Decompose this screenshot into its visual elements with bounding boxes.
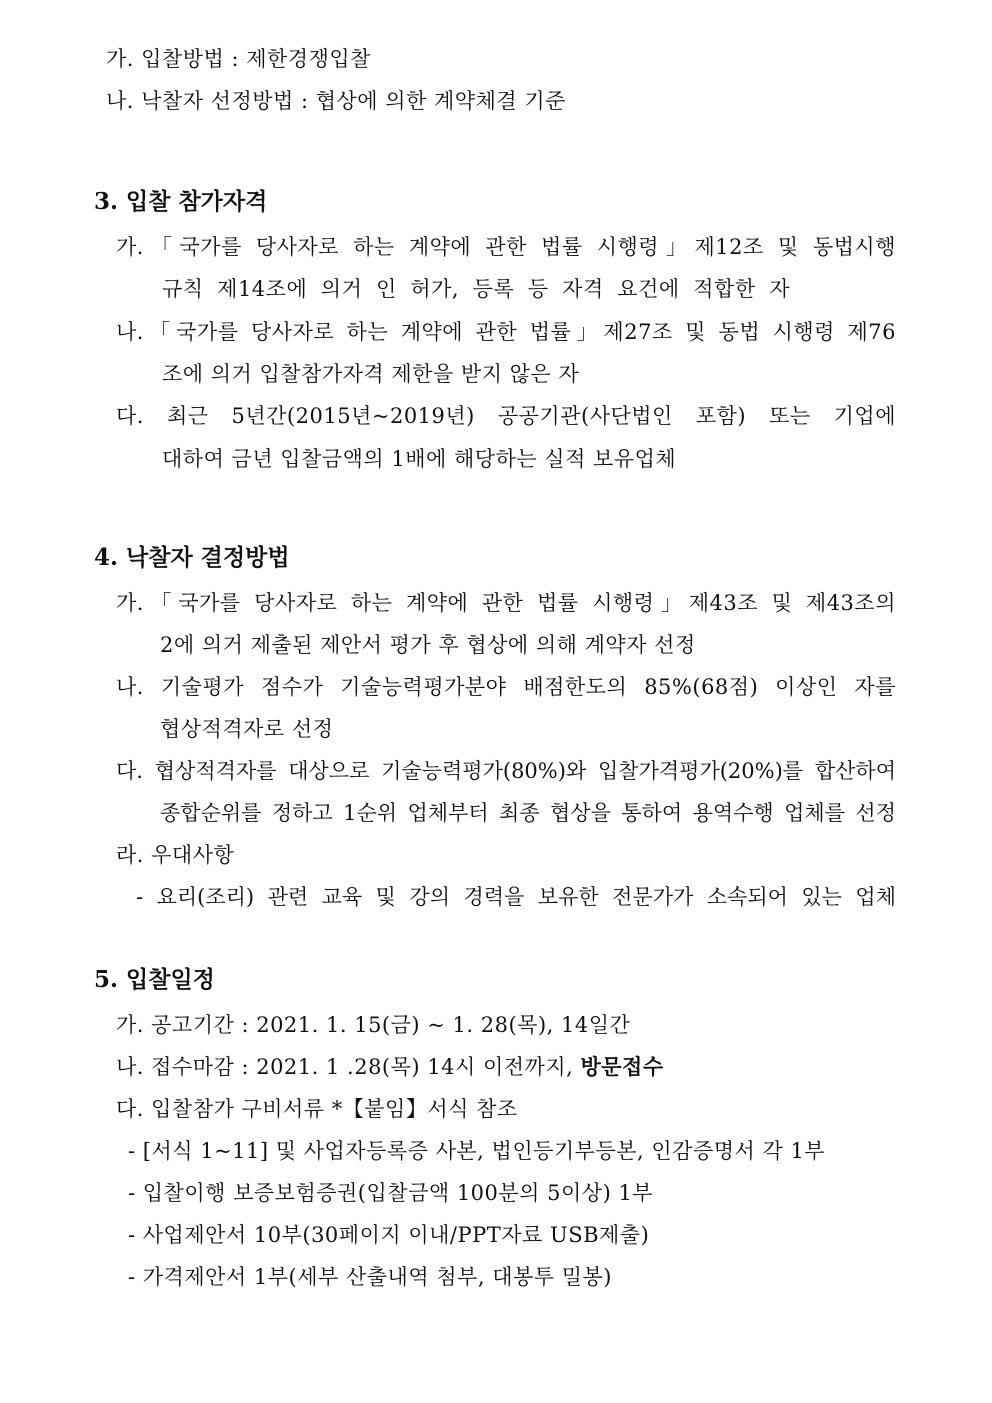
qualification-b-line-1: 나.「국가를 당사자로 하는 계약에 관한 법률」제27조 및 동법 시행령 제76 xyxy=(116,320,896,344)
section-5-heading: 5. 입찰일정 xyxy=(94,966,215,993)
winner-selection-line: 나. 낙찰자 선정방법 : 협상에 의한 계약체결 기준 xyxy=(106,89,566,113)
decision-a-line-1: 가.「국가를 당사자로 하는 계약에 관한 법률 시행령」제43조 및 제43조의 xyxy=(116,591,896,615)
deadline-text: 나. 접수마감 : 2021. 1 .28(목) 14시 이전까지, xyxy=(116,1055,581,1079)
required-doc-item: - 입찰이행 보증보험증권(입찰금액 100분의 5이상) 1부 xyxy=(128,1181,654,1205)
schedule-b-line xyxy=(116,1054,664,1080)
qualification-a-line-2: 규칙 제14조에 의거 인 허가, 등록 등 자격 요건에 적합한 자 xyxy=(162,277,790,301)
decision-c-line-2: 종합순위를 정하고 1순위 업체부터 최종 협상을 통하여 용역수행 업체를 선정 xyxy=(160,801,896,825)
section-3-heading: 3. 입찰 참가자격 xyxy=(94,188,268,215)
required-doc-item: - 사업제안서 10부(30페이지 이내/PPT자료 USB제출) xyxy=(128,1223,650,1247)
required-doc-item: - [서식 1~11] 및 사업자등록증 사본, 법인등기부등본, 인감증명서 각 1부 xyxy=(128,1139,826,1163)
schedule-c-line: 다. 입찰참가 구비서류 *【붙임】서식 참조 xyxy=(116,1097,518,1121)
schedule-a-line: 가. 공고기간 : 2021. 1. 15(금) ~ 1. 28(목), 14일간 xyxy=(116,1013,631,1037)
preference-item: - 요리(조리) 관련 교육 및 강의 경력을 보유한 전문가가 소속되어 있는 업체 xyxy=(136,885,896,909)
qualification-b-line-2: 조에 의거 입찰참가자격 제한을 받지 않은 자 xyxy=(162,362,580,386)
required-doc-item: - 가격제안서 1부(세부 산출내역 첨부, 대봉투 밀봉) xyxy=(128,1265,613,1289)
qualification-a-line-1: 가.「국가를 당사자로 하는 계약에 관한 법률 시행령」제12조 및 동법시행 xyxy=(116,235,896,259)
decision-a-line-2: 2에 의거 제출된 제안서 평가 후 협상에 의해 계약자 선정 xyxy=(160,633,696,657)
qualification-c-line-1: 다. 최근 5년간(2015년~2019년) 공공기관(사단법인 포함) 또는 기업에 xyxy=(116,404,896,428)
decision-b-line-2: 협상적격자로 선정 xyxy=(160,717,334,741)
visit-submission-label: 방문접수 xyxy=(580,1054,664,1079)
bid-method-line: 가. 입찰방법 : 제한경쟁입찰 xyxy=(106,47,371,71)
section-4-heading: 4. 낙찰자 결정방법 xyxy=(94,544,290,571)
qualification-c-line-2: 대하여 금년 입찰금액의 1배에 해당하는 실적 보유업체 xyxy=(162,447,677,471)
decision-b-line-1: 나. 기술평가 점수가 기술능력평가분야 배점한도의 85%(68점) 이상인 자를 xyxy=(116,675,896,699)
decision-c-line-1: 다. 협상적격자를 대상으로 기술능력평가(80%)와 입찰가격평가(20%)를 합산하여 xyxy=(116,759,896,783)
decision-d-line: 라. 우대사항 xyxy=(116,843,235,867)
